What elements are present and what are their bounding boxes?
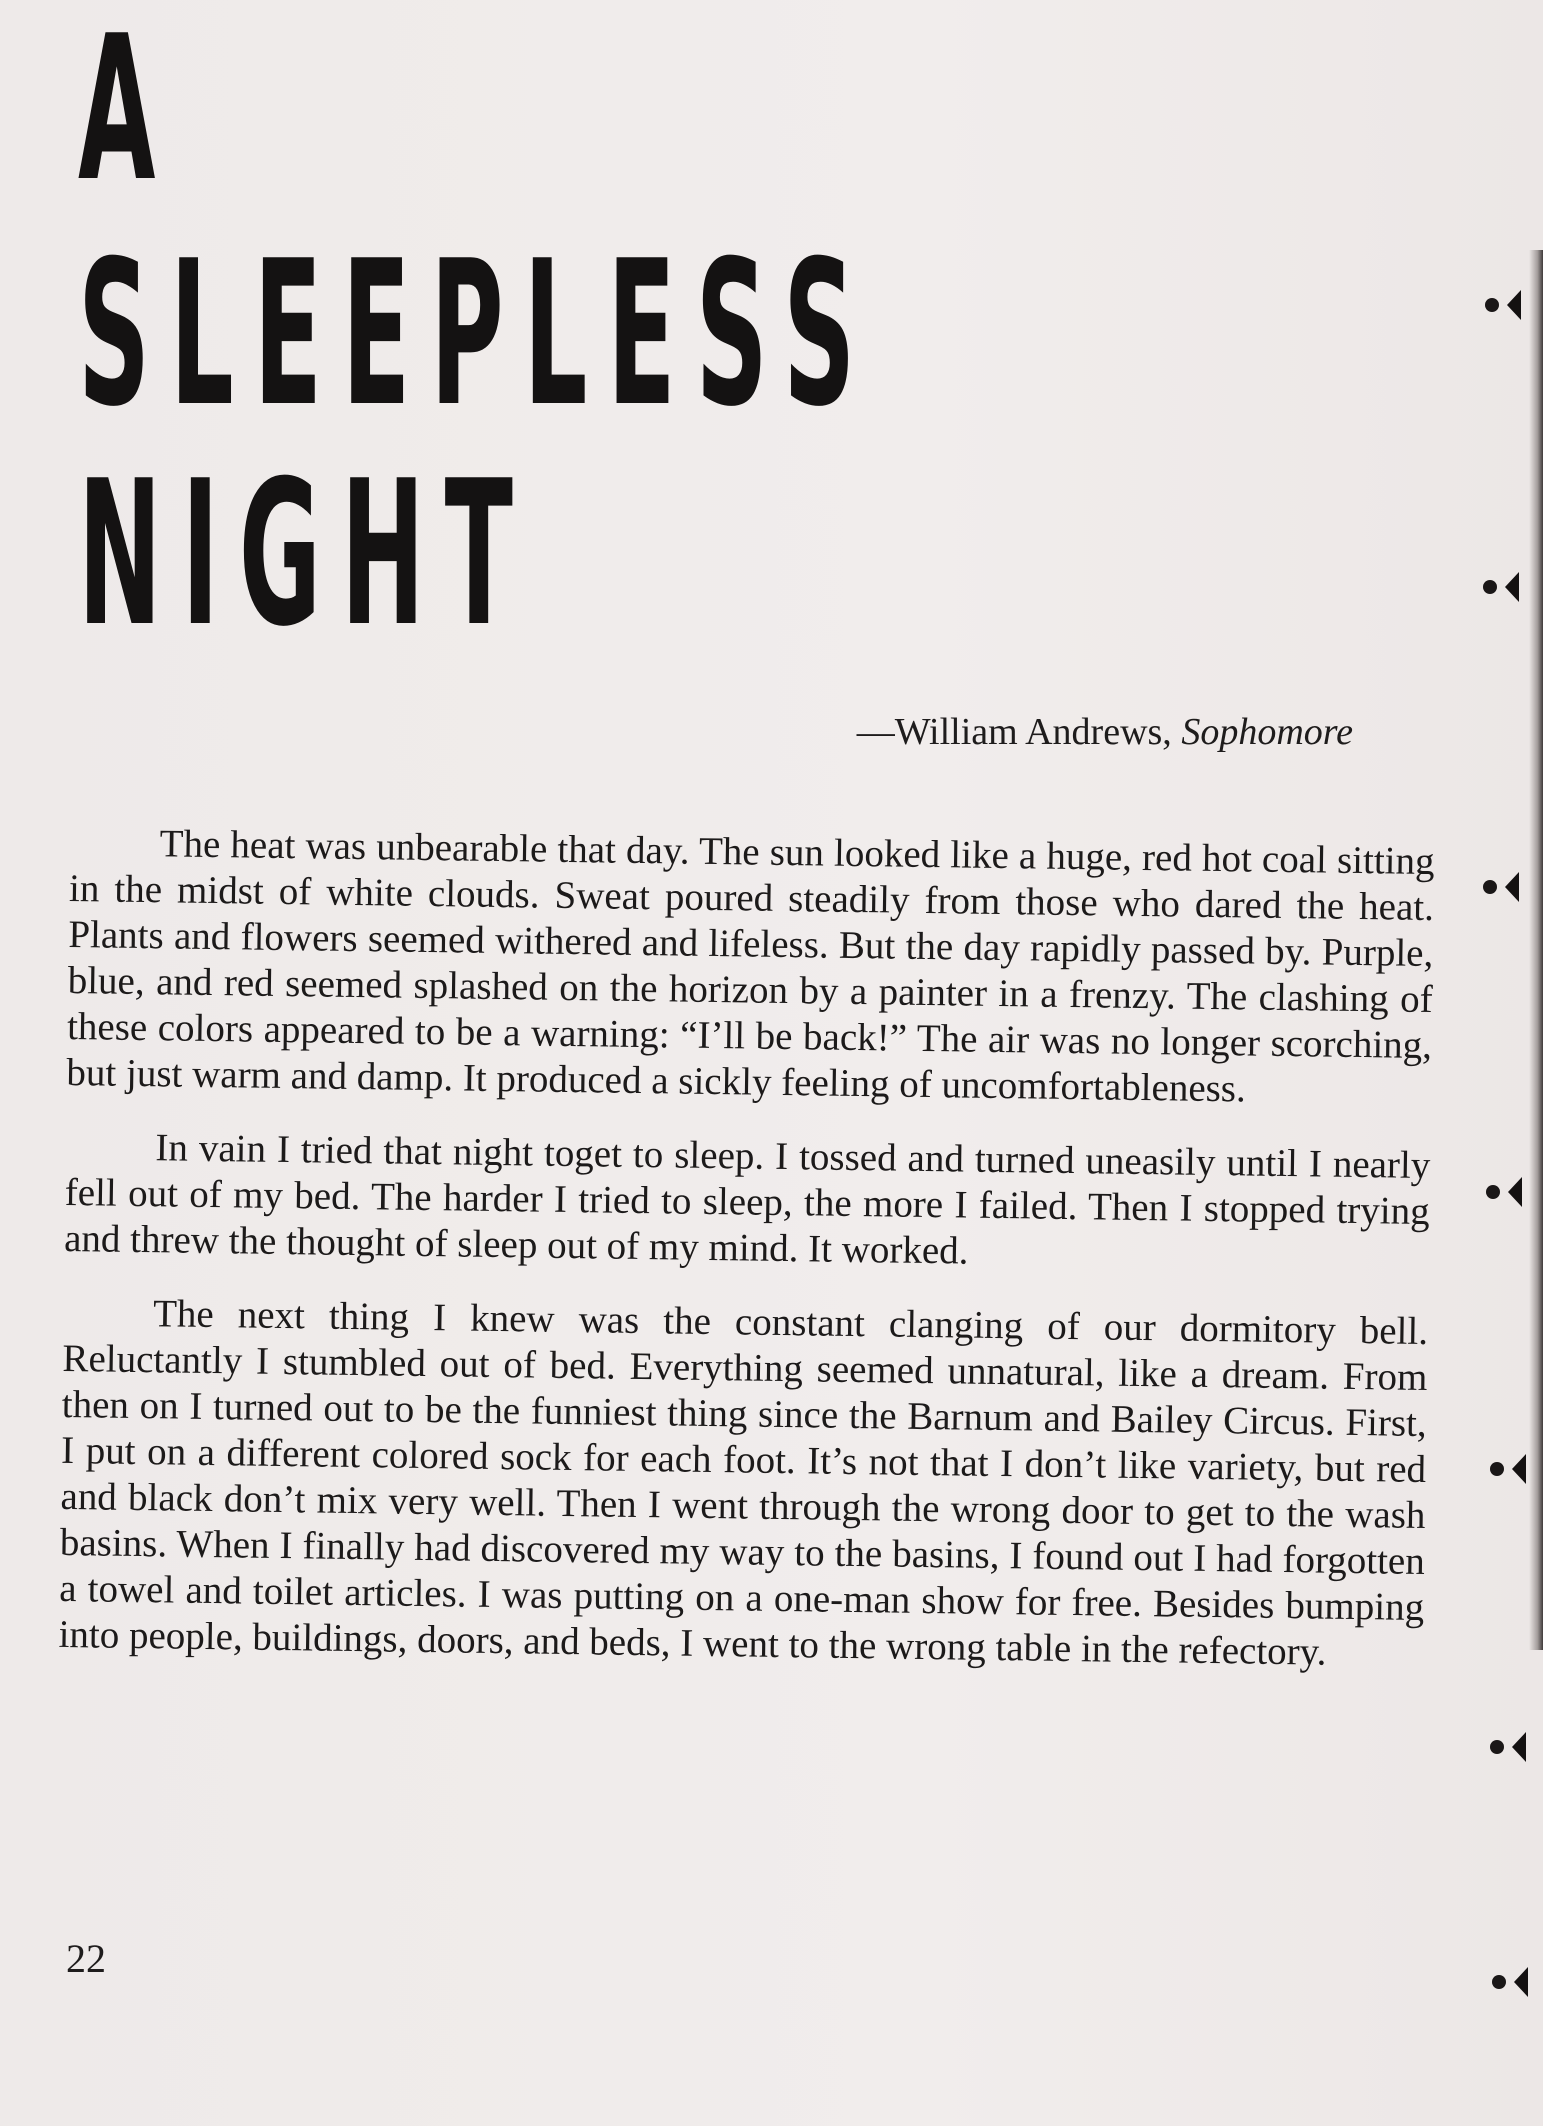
title-line-a: A <box>78 0 156 226</box>
title-line-night: NIGHT <box>78 438 533 671</box>
byline-author: —William Andrews, <box>856 711 1172 753</box>
paragraph-2: In vain I tried that night toget to sleep. I tossed and turned uneasily until I nearly fell out of my bed. The harder I tried to sleep, the more I failed. Then I stopped trying and threw the thought of sleep out of my mind. It worked. <box>63 1126 1431 1273</box>
punch-hole <box>1492 1975 1506 1989</box>
paragraph-1: The heat was unbearable that day. The sun looked like a huge, red hot coal sitting in the midst of white clouds. Sweat poured steadily from those who dared the heat. Plants and flowers seemed withered and lifeless. But the day rapidly passed by. Purple, blue, and red seemed splashed on the horizon by a painter in a frenzy. The clashing of these colors appeared to be a warning: “I’ll be back!” The air was no longer scorching, but just warm and damp. It produced a sickly feeling of uncomfortableness. <box>66 822 1435 1111</box>
article-body <box>58 820 1435 1705</box>
punch-hole <box>1483 880 1497 894</box>
title-line-sleepless: SLEEPLESS <box>78 218 876 451</box>
byline-class: Sophomore <box>1181 711 1353 753</box>
punch-hole <box>1485 298 1499 312</box>
byline <box>857 710 1353 754</box>
punch-hole <box>1490 1740 1504 1754</box>
binding-edge <box>1529 250 1543 1650</box>
punch-hole <box>1483 580 1497 594</box>
page-number: 22 <box>66 1936 106 1981</box>
paragraph-3: The next thing I knew was the constant clanging of our dormitory bell. Reluctantly I stumbled out of bed. Everything seemed unnatural, like a dream. From then on I turned out to be the funniest thing since the Barnum and Bailey Circus. First, I put on a different colored sock for each foot. It’s not that I don’t like variety, but red and black don’t mix very well. Then I went through the wrong door to get to the wash basins. When I finally had discovered my way to the basins, I found out I had forgotten a towel and toilet articles. I was putting on a one-man show for free. Besides bumping into people, buildings, doors, and beds, I went to the wrong table in the refectory. <box>58 1292 1429 1674</box>
punch-hole <box>1486 1185 1500 1199</box>
punch-hole <box>1490 1462 1504 1476</box>
